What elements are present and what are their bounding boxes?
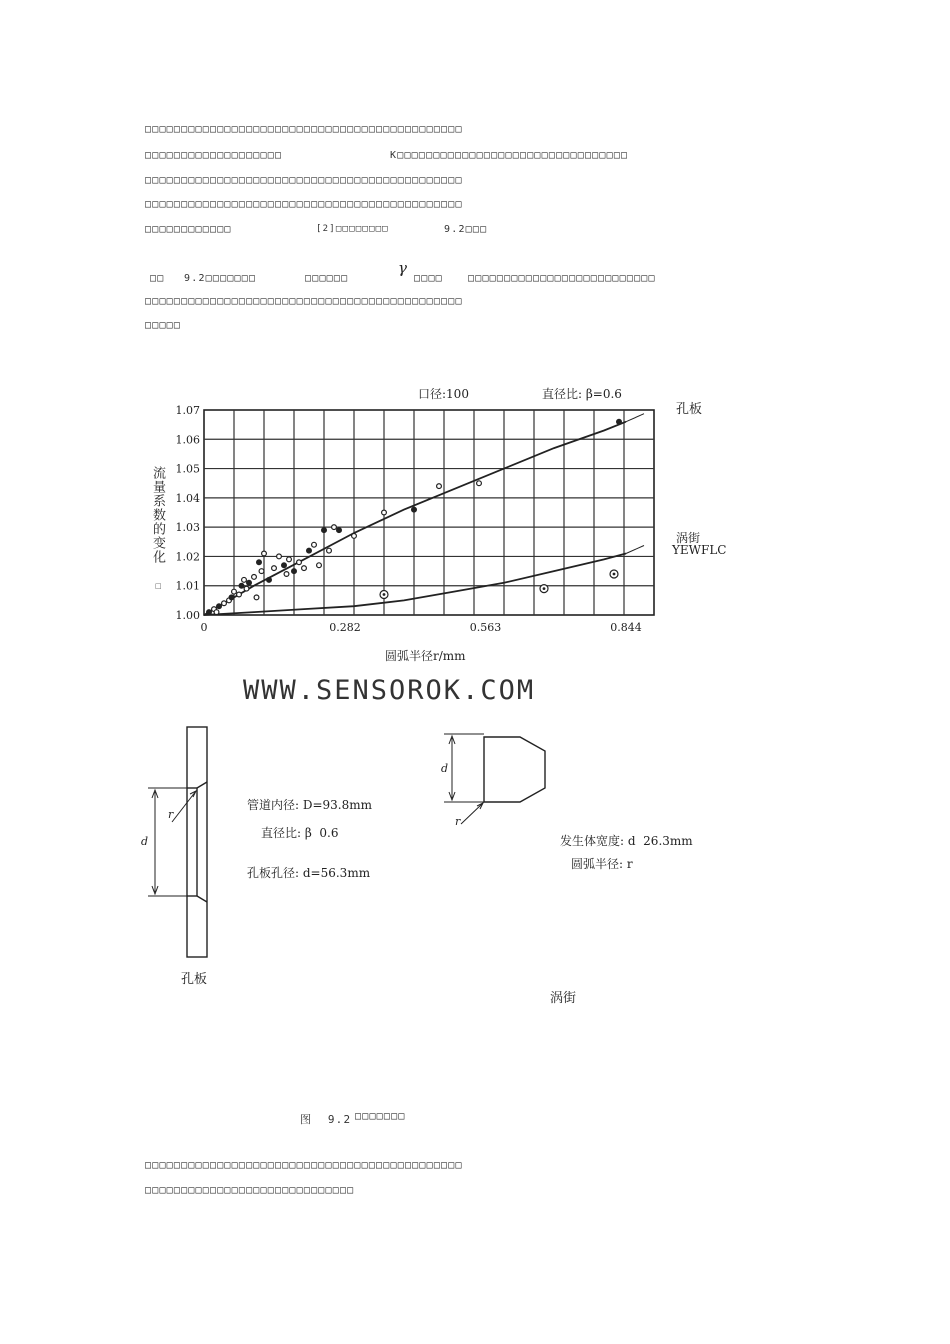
vortex-d-label: d bbox=[441, 762, 449, 775]
small-mark: □ bbox=[155, 582, 162, 590]
paragraph-2-line-1c: □□□□□□ bbox=[305, 273, 349, 284]
x-tick-label: 0.563 bbox=[469, 621, 502, 634]
bluff-body-outline bbox=[484, 737, 545, 802]
paragraph-2-line-3: □□□□□ bbox=[145, 320, 182, 331]
y-tick-label: 1.00 bbox=[175, 609, 200, 622]
y-tick-label: 1.01 bbox=[175, 579, 200, 593]
paragraph-2-line-1a: □□ bbox=[150, 273, 165, 284]
paragraph-1-line-2a: □□□□□□□□□□□□□□□□□□□ bbox=[145, 150, 283, 161]
x-tick-label: 0.282 bbox=[329, 621, 361, 634]
paragraph-1-line-1: □□□□□□□□□□□□□□□□□□□□□□□□□□□□□□□□□□□□□□□□□□□□ bbox=[145, 124, 463, 135]
orifice-r-label: r bbox=[168, 808, 174, 821]
chart-annotation-beta: 直径比: β=0.6 bbox=[542, 387, 622, 401]
x-tick-label: 0.844 bbox=[610, 621, 642, 634]
y-tick-label: 1.02 bbox=[175, 550, 200, 564]
figure-caption-text: □□□□□□□ bbox=[355, 1111, 406, 1122]
paragraph-2-line-1d: □□□□ bbox=[414, 273, 443, 284]
paragraph-2-line-1b: 9.2□□□□□□□ bbox=[184, 273, 257, 284]
paragraph-3-line-2: □□□□□□□□□□□□□□□□□□□□□□□□□□□□□ bbox=[145, 1185, 355, 1196]
orifice-bore: 孔板孔径: d=56.3mm bbox=[247, 866, 371, 880]
vortex-curve-label-model: YEWFLC bbox=[672, 543, 727, 557]
gamma-symbol: γ bbox=[398, 259, 407, 277]
watermark-text: WWW.SENSOROK.COM bbox=[243, 675, 536, 706]
figure-caption-number: 图 9.2 bbox=[300, 1113, 352, 1126]
vortex-body-width: 发生体宽度: d 26.3mm bbox=[560, 834, 693, 848]
paragraph-1-line-2b: K□□□□□□□□□□□□□□□□□□□□□□□□□□□□□□□□ bbox=[390, 150, 629, 161]
paragraph-3-line-1: □□□□□□□□□□□□□□□□□□□□□□□□□□□□□□□□□□□□□□□□□□□□ bbox=[145, 1160, 463, 1171]
chart-y-axis-label: 流量系数的变化 bbox=[150, 466, 165, 564]
vortex-caption: 涡街 bbox=[550, 991, 577, 1006]
paragraph-1-line-5a: □□□□□□□□□□□□ bbox=[145, 224, 232, 235]
paragraph-1-line-5b: [2]□□□□□□□□ bbox=[316, 224, 389, 234]
vortex-arc-radius: 圆弧半径: r bbox=[571, 857, 633, 871]
chart-annotation-caliber: 口径:100 bbox=[418, 387, 469, 401]
paragraph-1-line-4: □□□□□□□□□□□□□□□□□□□□□□□□□□□□□□□□□□□□□□□□□□□□ bbox=[145, 199, 463, 210]
y-tick-label: 1.04 bbox=[175, 491, 200, 505]
orifice-curve-label: 孔板 bbox=[676, 402, 703, 417]
vortex-curve-label: 涡街 bbox=[676, 531, 701, 545]
orifice-beta: 直径比: β 0.6 bbox=[261, 826, 339, 840]
paragraph-2-line-2: □□□□□□□□□□□□□□□□□□□□□□□□□□□□□□□□□□□□□□□□□□□□ bbox=[145, 296, 463, 307]
y-tick-label: 1.06 bbox=[175, 433, 200, 447]
paragraph-1-line-3: □□□□□□□□□□□□□□□□□□□□□□□□□□□□□□□□□□□□□□□□□□□□ bbox=[145, 175, 463, 186]
vortex-r-label: r bbox=[455, 815, 461, 828]
y-tick-label: 1.03 bbox=[175, 521, 200, 535]
x-tick-label: 0 bbox=[200, 621, 208, 634]
vortex-r-leader bbox=[461, 803, 483, 824]
chart-x-axis-label: 圆弧半径r/mm bbox=[385, 649, 466, 663]
paragraph-1-line-5c: 9.2□□□ bbox=[444, 224, 488, 235]
orifice-d-label: d bbox=[141, 835, 149, 848]
y-tick-label: 1.05 bbox=[175, 462, 200, 476]
orifice-pipe-diameter: 管道内径: D=93.8mm bbox=[247, 798, 373, 812]
y-tick-label: 1.07 bbox=[175, 404, 200, 417]
paragraph-2-line-1e: □□□□□□□□□□□□□□□□□□□□□□□□□□ bbox=[468, 273, 656, 284]
orifice-caption: 孔板 bbox=[181, 972, 208, 987]
